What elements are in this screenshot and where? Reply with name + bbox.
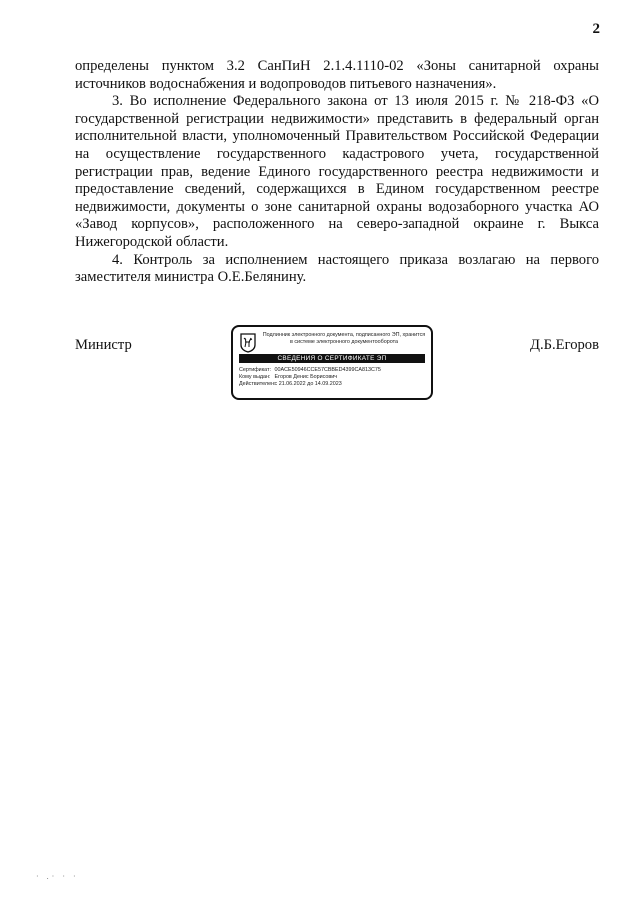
document-body — [75, 58, 599, 287]
stamp-row-validity — [239, 381, 425, 388]
certificate-value: 00ACE50946CCE57CBBED4399CA813C75 — [274, 367, 381, 373]
issued-to-value: Егоров Денис Борисович — [274, 374, 338, 380]
validity-value: с 21.06.2022 до 14.09.2023 — [274, 381, 342, 387]
issued-to-label: Кому выдан: — [239, 374, 271, 380]
stamp-row-issued-to — [239, 374, 425, 381]
paragraph-item-3: 3. Во исполнение Федерального закона от 13 июля 2015 г. № 218-ФЗ «О государственной регистрации недвижимости» представить в федеральный орган исполнительной власти, уполномоченный Правительством Российской Федерации на осуществление государственного кадастрового учета, государственной регистрации прав, ведение Единого государственного реестра недвижимости и предоставление сведений, содержащихся в Едином государственном реестре недвижимости, документы о зоне санитарной охраны водозаборного участка АО «Завод корпусов», расположенного на северо-западной окраине г. Выкса Нижегородской области. — [75, 93, 599, 250]
paragraph-continuation: определены пунктом 3.2 СанПиН 2.1.4.1110-02 «Зоны санитарной охраны источников водоснабжения и водопроводов питьевого назначения». — [75, 58, 599, 92]
paragraph-item-4: 4. Контроль за исполнением настоящего приказа возлагаю на первого заместителя министра О.Е.Белянину. — [75, 251, 599, 286]
scan-specks: · .· · · — [36, 872, 79, 881]
deer-coat-of-arms-icon — [239, 333, 257, 353]
signature-block — [75, 334, 599, 414]
stamp-header: СВЕДЕНИЯ О СЕРТИФИКАТЕ ЭП — [239, 354, 425, 363]
stamp-details — [239, 367, 425, 388]
validity-label: Действителен: — [239, 381, 276, 387]
signatory-name: Д.Б.Егоров — [530, 337, 599, 353]
stamp-note: Подлинник электронного документа, подписанного ЭП, хранится в системе электронного документооборота — [262, 332, 426, 345]
page-number: 2 — [592, 21, 600, 37]
electronic-signature-stamp — [231, 325, 433, 400]
stamp-row-certificate — [239, 367, 425, 374]
certificate-label: Сертификат: — [239, 367, 272, 373]
signatory-title: Министр — [75, 337, 132, 353]
